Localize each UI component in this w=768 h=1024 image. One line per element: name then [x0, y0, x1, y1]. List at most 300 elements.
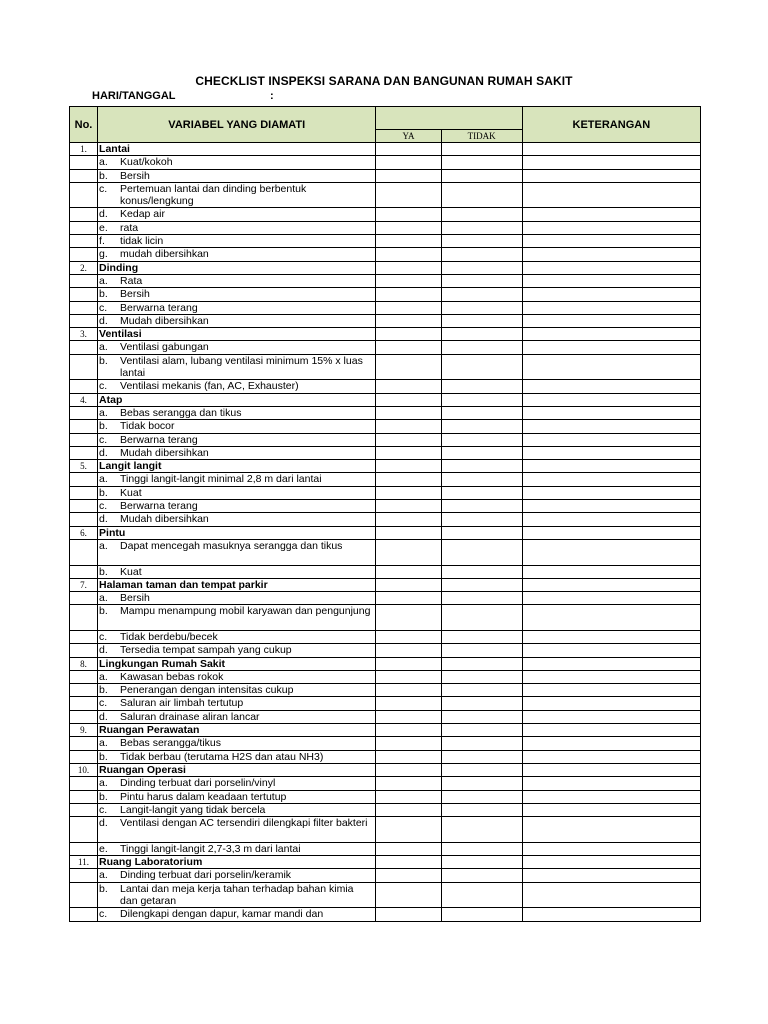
item-row — [70, 539, 701, 565]
keterangan-cell[interactable] — [522, 433, 700, 446]
tidak-cell[interactable] — [441, 301, 522, 314]
item-text: Bersih — [120, 592, 150, 605]
ya-cell[interactable] — [376, 500, 441, 513]
item-row — [70, 341, 701, 354]
tidak-cell[interactable] — [441, 777, 522, 790]
date-colon: : — [270, 90, 274, 102]
item-cell — [98, 817, 376, 843]
tidak-cell[interactable] — [441, 882, 522, 908]
ya-cell[interactable] — [376, 446, 441, 459]
tidak-cell[interactable] — [441, 539, 522, 565]
ya-cell[interactable] — [376, 248, 441, 261]
section-number: 5. — [70, 460, 98, 473]
tidak-cell[interactable] — [441, 380, 522, 393]
ya-cell[interactable] — [376, 737, 441, 750]
ya-cell[interactable] — [376, 790, 441, 803]
tidak-cell[interactable] — [441, 710, 522, 723]
item-letter: e. — [99, 221, 108, 234]
keterangan-cell[interactable] — [522, 539, 700, 565]
item-text: Bersih — [120, 288, 150, 301]
item-letter: d. — [99, 644, 108, 657]
ya-cell[interactable] — [376, 393, 441, 406]
keterangan-cell[interactable] — [522, 777, 700, 790]
tidak-cell[interactable] — [441, 341, 522, 354]
tidak-cell[interactable] — [441, 842, 522, 855]
keterangan-cell[interactable] — [522, 486, 700, 499]
ya-cell[interactable] — [376, 301, 441, 314]
ya-cell[interactable] — [376, 869, 441, 882]
keterangan-cell[interactable] — [522, 182, 700, 208]
ya-cell[interactable] — [376, 341, 441, 354]
header-keterangan: KETERANGAN — [522, 107, 700, 143]
ya-cell[interactable] — [376, 380, 441, 393]
section-row — [70, 724, 701, 737]
keterangan-cell[interactable] — [522, 526, 700, 539]
item-row — [70, 565, 701, 578]
tidak-cell[interactable] — [441, 248, 522, 261]
item-letter: c. — [99, 301, 108, 314]
tidak-cell[interactable] — [441, 473, 522, 486]
item-letter: b. — [99, 420, 108, 433]
ya-cell[interactable] — [376, 261, 441, 274]
tidak-cell[interactable] — [441, 803, 522, 816]
item-text: Langit-langit yang tidak bercela — [120, 803, 266, 816]
ya-cell[interactable] — [376, 526, 441, 539]
keterangan-cell[interactable] — [522, 274, 700, 287]
tidak-cell[interactable] — [441, 513, 522, 526]
item-letter: b. — [99, 288, 108, 301]
keterangan-cell[interactable] — [522, 724, 700, 737]
item-row — [70, 182, 701, 208]
tidak-cell[interactable] — [441, 684, 522, 697]
ya-cell[interactable] — [376, 235, 441, 248]
item-number-cell — [70, 670, 98, 683]
ya-cell[interactable] — [376, 605, 441, 631]
keterangan-cell[interactable] — [522, 578, 700, 591]
section-title-cell — [98, 763, 376, 776]
item-text: Dapat mencegah masuknya serangga dan tikus — [120, 539, 343, 552]
keterangan-cell[interactable] — [522, 684, 700, 697]
ya-cell[interactable] — [376, 592, 441, 605]
header-ya: YA — [376, 130, 441, 143]
section-title: Halaman taman dan tempat parkir — [99, 578, 268, 591]
item-row — [70, 697, 701, 710]
keterangan-cell[interactable] — [522, 261, 700, 274]
tidak-cell[interactable] — [441, 670, 522, 683]
item-text: rata — [120, 221, 139, 234]
item-cell — [98, 790, 376, 803]
ya-cell[interactable] — [376, 420, 441, 433]
ya-cell[interactable] — [376, 314, 441, 327]
item-cell — [98, 235, 376, 248]
table-header — [70, 107, 701, 143]
keterangan-cell[interactable] — [522, 341, 700, 354]
tidak-cell[interactable] — [441, 630, 522, 643]
item-text: Dilengkapi dengan dapur, kamar mandi dan — [120, 908, 324, 921]
tidak-cell[interactable] — [441, 592, 522, 605]
tidak-cell[interactable] — [441, 460, 522, 473]
ya-cell[interactable] — [376, 486, 441, 499]
item-cell — [98, 882, 376, 908]
ya-cell[interactable] — [376, 354, 441, 380]
item-letter: a. — [99, 473, 108, 486]
ya-cell[interactable] — [376, 169, 441, 182]
ya-cell[interactable] — [376, 433, 441, 446]
keterangan-cell[interactable] — [522, 406, 700, 419]
keterangan-cell[interactable] — [522, 393, 700, 406]
item-text: Ventilasi gabungan — [120, 341, 209, 354]
keterangan-cell[interactable] — [522, 513, 700, 526]
tidak-cell[interactable] — [441, 578, 522, 591]
item-row — [70, 486, 701, 499]
keterangan-cell[interactable] — [522, 869, 700, 882]
item-number-cell — [70, 182, 98, 208]
item-letter: b. — [99, 750, 108, 763]
section-row — [70, 526, 701, 539]
item-cell — [98, 710, 376, 723]
tidak-cell[interactable] — [441, 261, 522, 274]
item-text: Ventilasi dengan AC tersendiri dilengkapi filter bakteri — [120, 817, 368, 830]
keterangan-cell[interactable] — [522, 235, 700, 248]
item-letter: a. — [99, 737, 108, 750]
ya-cell[interactable] — [376, 856, 441, 869]
tidak-cell[interactable] — [441, 697, 522, 710]
ya-cell[interactable] — [376, 630, 441, 643]
item-row — [70, 670, 701, 683]
keterangan-cell[interactable] — [522, 354, 700, 380]
item-row — [70, 644, 701, 657]
item-row — [70, 750, 701, 763]
section-title-cell — [98, 724, 376, 737]
ya-cell[interactable] — [376, 817, 441, 843]
item-letter: b. — [99, 486, 108, 499]
item-number-cell — [70, 288, 98, 301]
ya-cell[interactable] — [376, 777, 441, 790]
item-row — [70, 420, 701, 433]
section-title-cell — [98, 328, 376, 341]
item-text: Berwarna terang — [120, 301, 198, 314]
keterangan-cell[interactable] — [522, 763, 700, 776]
section-row — [70, 856, 701, 869]
keterangan-cell[interactable] — [522, 630, 700, 643]
section-title-cell — [98, 856, 376, 869]
item-text: Bersih — [120, 169, 150, 182]
item-cell — [98, 354, 376, 380]
ya-cell[interactable] — [376, 539, 441, 565]
item-cell — [98, 908, 376, 921]
item-number-cell — [70, 513, 98, 526]
tidak-cell[interactable] — [441, 208, 522, 221]
ya-cell[interactable] — [376, 143, 441, 156]
tidak-cell[interactable] — [441, 565, 522, 578]
item-number-cell — [70, 565, 98, 578]
item-cell — [98, 869, 376, 882]
keterangan-cell[interactable] — [522, 156, 700, 169]
item-text: Bebas serangga/tikus — [120, 737, 222, 750]
item-row — [70, 737, 701, 750]
ya-cell[interactable] — [376, 644, 441, 657]
item-letter: a. — [99, 777, 108, 790]
item-number-cell — [70, 710, 98, 723]
keterangan-cell[interactable] — [522, 328, 700, 341]
ya-cell[interactable] — [376, 697, 441, 710]
item-cell — [98, 842, 376, 855]
section-number: 2. — [70, 261, 98, 274]
ya-cell[interactable] — [376, 288, 441, 301]
tidak-cell[interactable] — [441, 328, 522, 341]
section-number: 4. — [70, 393, 98, 406]
item-text: Tinggi langit-langit minimal 2,8 m dari lantai — [120, 473, 322, 486]
item-number-cell — [70, 301, 98, 314]
keterangan-cell[interactable] — [522, 882, 700, 908]
keterangan-cell[interactable] — [522, 301, 700, 314]
ya-cell[interactable] — [376, 684, 441, 697]
date-label: HARI/TANGGAL — [92, 90, 176, 102]
keterangan-cell[interactable] — [522, 288, 700, 301]
tidak-cell[interactable] — [441, 526, 522, 539]
section-row — [70, 657, 701, 670]
item-text: Tidak bocor — [120, 420, 175, 433]
ya-cell[interactable] — [376, 565, 441, 578]
ya-cell[interactable] — [376, 750, 441, 763]
section-title: Lantai — [99, 143, 130, 155]
ya-cell[interactable] — [376, 182, 441, 208]
keterangan-cell[interactable] — [522, 670, 700, 683]
keterangan-cell[interactable] — [522, 817, 700, 843]
keterangan-cell[interactable] — [522, 208, 700, 221]
section-title: Pintu — [99, 526, 126, 539]
item-number-cell — [70, 869, 98, 882]
ya-cell[interactable] — [376, 473, 441, 486]
ya-cell[interactable] — [376, 882, 441, 908]
item-cell — [98, 803, 376, 816]
item-cell — [98, 248, 376, 261]
section-title-cell — [98, 526, 376, 539]
keterangan-cell[interactable] — [522, 248, 700, 261]
item-text: Saluran air limbah tertutup — [120, 697, 244, 710]
keterangan-cell[interactable] — [522, 697, 700, 710]
item-letter: d. — [99, 513, 108, 526]
header-variable: VARIABEL YANG DIAMATI — [98, 107, 376, 143]
item-text: Berwarna terang — [120, 433, 198, 446]
item-text: Kuat — [120, 565, 142, 578]
item-row — [70, 221, 701, 234]
tidak-cell[interactable] — [441, 221, 522, 234]
item-cell — [98, 777, 376, 790]
ya-cell[interactable] — [376, 460, 441, 473]
tidak-cell[interactable] — [441, 274, 522, 287]
item-text: tidak licin — [120, 235, 164, 248]
item-text: Bebas serangga dan tikus — [120, 406, 242, 419]
keterangan-cell[interactable] — [522, 314, 700, 327]
ya-cell[interactable] — [376, 842, 441, 855]
keterangan-cell[interactable] — [522, 842, 700, 855]
keterangan-cell[interactable] — [522, 856, 700, 869]
item-letter: c. — [99, 803, 108, 816]
keterangan-cell[interactable] — [522, 644, 700, 657]
tidak-cell[interactable] — [441, 406, 522, 419]
tidak-cell[interactable] — [441, 182, 522, 208]
item-cell — [98, 208, 376, 221]
ya-cell[interactable] — [376, 657, 441, 670]
item-text: Tidak berbau (terutama H2S dan atau NH3) — [120, 750, 324, 763]
item-row — [70, 630, 701, 643]
ya-cell[interactable] — [376, 513, 441, 526]
ya-cell[interactable] — [376, 156, 441, 169]
item-number-cell — [70, 630, 98, 643]
keterangan-cell[interactable] — [522, 169, 700, 182]
item-text: Ventilasi mekanis (fan, AC, Exhauster) — [120, 380, 299, 393]
keterangan-cell[interactable] — [522, 908, 700, 921]
keterangan-cell[interactable] — [522, 380, 700, 393]
item-number-cell — [70, 750, 98, 763]
item-number-cell — [70, 314, 98, 327]
tidak-cell[interactable] — [441, 486, 522, 499]
tidak-cell[interactable] — [441, 393, 522, 406]
item-letter: b. — [99, 605, 108, 618]
section-title: Langit langit — [99, 460, 162, 473]
keterangan-cell[interactable] — [522, 500, 700, 513]
tidak-cell[interactable] — [441, 156, 522, 169]
item-letter: d. — [99, 314, 108, 327]
keterangan-cell[interactable] — [522, 221, 700, 234]
item-cell — [98, 288, 376, 301]
tidak-cell[interactable] — [441, 288, 522, 301]
keterangan-cell[interactable] — [522, 420, 700, 433]
ya-cell[interactable] — [376, 724, 441, 737]
item-row — [70, 406, 701, 419]
item-row — [70, 817, 701, 843]
item-cell — [98, 221, 376, 234]
ya-cell[interactable] — [376, 208, 441, 221]
item-row — [70, 301, 701, 314]
keterangan-cell[interactable] — [522, 473, 700, 486]
tidak-cell[interactable] — [441, 763, 522, 776]
item-cell — [98, 630, 376, 643]
ya-cell[interactable] — [376, 710, 441, 723]
item-letter: e. — [99, 842, 108, 855]
item-row — [70, 156, 701, 169]
item-number-cell — [70, 605, 98, 631]
ya-cell[interactable] — [376, 763, 441, 776]
item-row — [70, 869, 701, 882]
item-row — [70, 288, 701, 301]
tidak-cell[interactable] — [441, 644, 522, 657]
ya-cell[interactable] — [376, 328, 441, 341]
tidak-cell[interactable] — [441, 908, 522, 921]
tidak-cell[interactable] — [441, 314, 522, 327]
item-number-cell — [70, 208, 98, 221]
keterangan-cell[interactable] — [522, 605, 700, 631]
table-body — [70, 143, 701, 922]
item-number-cell — [70, 737, 98, 750]
tidak-cell[interactable] — [441, 169, 522, 182]
tidak-cell[interactable] — [441, 750, 522, 763]
ya-cell[interactable] — [376, 670, 441, 683]
item-letter: a. — [99, 592, 108, 605]
keterangan-cell[interactable] — [522, 803, 700, 816]
tidak-cell[interactable] — [441, 856, 522, 869]
ya-cell[interactable] — [376, 406, 441, 419]
item-number-cell — [70, 354, 98, 380]
ya-cell[interactable] — [376, 803, 441, 816]
item-letter: g. — [99, 248, 108, 261]
item-text: Dinding terbuat dari porselin/keramik — [120, 869, 292, 882]
tidak-cell[interactable] — [441, 790, 522, 803]
section-title-cell — [98, 143, 376, 156]
item-number-cell — [70, 248, 98, 261]
section-number: 8. — [70, 657, 98, 670]
tidak-cell[interactable] — [441, 724, 522, 737]
keterangan-cell[interactable] — [522, 657, 700, 670]
keterangan-cell[interactable] — [522, 446, 700, 459]
item-number-cell — [70, 817, 98, 843]
item-number-cell — [70, 644, 98, 657]
tidak-cell[interactable] — [441, 737, 522, 750]
tidak-cell[interactable] — [441, 657, 522, 670]
page-title: CHECKLIST INSPEKSI SARANA DAN BANGUNAN RUMAH SAKIT — [195, 74, 573, 88]
item-number-cell — [70, 169, 98, 182]
tidak-cell[interactable] — [441, 446, 522, 459]
tidak-cell[interactable] — [441, 354, 522, 380]
tidak-cell[interactable] — [441, 433, 522, 446]
item-cell — [98, 274, 376, 287]
keterangan-cell[interactable] — [522, 737, 700, 750]
item-text: Tidak berdebu/becek — [120, 630, 218, 643]
section-number: 7. — [70, 578, 98, 591]
item-number-cell — [70, 446, 98, 459]
item-row — [70, 208, 701, 221]
ya-cell[interactable] — [376, 578, 441, 591]
item-letter: b. — [99, 565, 108, 578]
item-letter: b. — [99, 169, 108, 182]
keterangan-cell[interactable] — [522, 710, 700, 723]
item-number-cell — [70, 235, 98, 248]
tidak-cell[interactable] — [441, 420, 522, 433]
item-cell — [98, 737, 376, 750]
header-no: No. — [70, 107, 98, 143]
tidak-cell[interactable] — [441, 869, 522, 882]
keterangan-cell[interactable] — [522, 790, 700, 803]
item-number-cell — [70, 882, 98, 908]
item-text: Dinding terbuat dari porselin/vinyl — [120, 777, 276, 790]
keterangan-cell[interactable] — [522, 592, 700, 605]
keterangan-cell[interactable] — [522, 460, 700, 473]
item-text: Kuat — [120, 486, 142, 499]
item-cell — [98, 380, 376, 393]
keterangan-cell[interactable] — [522, 565, 700, 578]
item-letter: a. — [99, 156, 108, 169]
ya-cell[interactable] — [376, 908, 441, 921]
section-row — [70, 143, 701, 156]
item-letter: b. — [99, 790, 108, 803]
tidak-cell[interactable] — [441, 500, 522, 513]
item-number-cell — [70, 380, 98, 393]
tidak-cell[interactable] — [441, 605, 522, 631]
item-row — [70, 710, 701, 723]
item-text: Pertemuan lantai dan dinding berbentuk konus/lengkung — [120, 182, 307, 207]
tidak-cell[interactable] — [441, 817, 522, 843]
tidak-cell[interactable] — [441, 143, 522, 156]
item-cell — [98, 500, 376, 513]
ya-cell[interactable] — [376, 274, 441, 287]
keterangan-cell[interactable] — [522, 750, 700, 763]
ya-cell[interactable] — [376, 221, 441, 234]
keterangan-cell[interactable] — [522, 143, 700, 156]
item-letter: a. — [99, 341, 108, 354]
tidak-cell[interactable] — [441, 235, 522, 248]
item-cell — [98, 670, 376, 683]
